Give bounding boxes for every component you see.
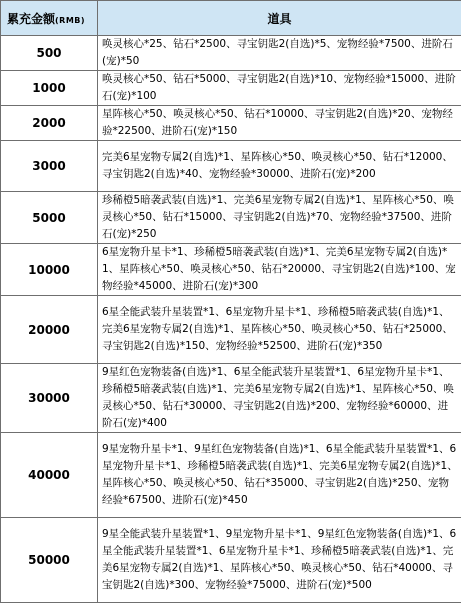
row-items: 唤灵核心*50、钻石*5000、寻宝钥匙2(自选)*10、宠物经验*15000、进阶石(宠)*100 — [98, 71, 461, 106]
table-row — [1, 244, 461, 296]
row-amount: 2000 — [1, 106, 98, 141]
table-row — [1, 364, 461, 433]
row-items: 6星宠物升星卡*1、珍稀橙5暗袭武装(自选)*1、完美6星宠物专属2(自选)*1、星阵核心*50、唤灵核心*50、钻石*20000、寻宝钥匙2(自选)*100、宠物经验*45000、进阶石(宠)*300 — [98, 244, 461, 296]
table-row — [1, 296, 461, 364]
table-row — [1, 71, 461, 106]
row-amount: 30000 — [1, 364, 98, 433]
header-amount-unit: (RMB) — [55, 16, 85, 25]
row-items: 6星全能武装升星装置*1、6星宠物升星卡*1、珍稀橙5暗袭武装(自选)*1、完美6星宠物专属2(自选)*1、星阵核心*50、唤灵核心*50、钻石*25000、寻宝钥匙2(自选)*150、宠物经验*52500、进阶石(宠)*350 — [98, 296, 461, 364]
table-row — [1, 433, 461, 518]
row-amount: 5000 — [1, 192, 98, 244]
table-row — [1, 106, 461, 141]
row-amount: 50000 — [1, 518, 98, 603]
header-amount-label: 累充金额 — [7, 12, 55, 26]
row-items: 9星宠物升星卡*1、9星红色宠物装备(自选)*1、6星全能武装升星装置*1、6星宠物升星卡*1、珍稀橙5暗袭武装(自选)*1、完美6星宠物专属2(自选)*1、星阵核心*50、唤灵核心*50、钻石*35000、寻宝钥匙2(自选)*250、宠物经验*67500、进阶石(宠)*450 — [98, 433, 461, 518]
table-header-row — [1, 1, 461, 36]
header-items: 道具 — [98, 1, 461, 36]
table-row — [1, 36, 461, 71]
row-amount: 1000 — [1, 71, 98, 106]
table-row — [1, 192, 461, 244]
row-amount: 40000 — [1, 433, 98, 518]
row-amount: 20000 — [1, 296, 98, 364]
row-items: 9星全能武装升星装置*1、9星宠物升星卡*1、9星红色宠物装备(自选)*1、6星全能武装升星装置*1、6星宠物升星卡*1、珍稀橙5暗袭武装(自选)*1、完美6星宠物专属2(自选)*1、星阵核心*50、唤灵核心*50、钻石*40000、寻宝钥匙2(自选)*300、宠物经验*75000、进阶石(宠)*500 — [98, 518, 461, 603]
row-items: 9星红色宠物装备(自选)*1、6星全能武装升星装置*1、6星宠物升星卡*1、珍稀橙5暗袭武装(自选)*1、完美6星宠物专属2(自选)*1、星阵核心*50、唤灵核心*50、钻石*30000、寻宝钥匙2(自选)*200、宠物经验*60000、进阶石(宠)*400 — [98, 364, 461, 433]
row-items: 完美6星宠物专属2(自选)*1、星阵核心*50、唤灵核心*50、钻石*12000、寻宝钥匙2(自选)*40、宠物经验*30000、进阶石(宠)*200 — [98, 141, 461, 192]
row-items: 星阵核心*50、唤灵核心*50、钻石*10000、寻宝钥匙2(自选)*20、宠物经验*22500、进阶石(宠)*150 — [98, 106, 461, 141]
row-items: 珍稀橙5暗袭武装(自选)*1、完美6星宠物专属2(自选)*1、星阵核心*50、唤灵核心*50、钻石*15000、寻宝钥匙2(自选)*70、宠物经验*37500、进阶石(宠)*250 — [98, 192, 461, 244]
table-row — [1, 518, 461, 603]
header-amount — [1, 1, 98, 36]
table-row — [1, 141, 461, 192]
row-amount: 10000 — [1, 244, 98, 296]
row-amount: 500 — [1, 36, 98, 71]
row-amount: 3000 — [1, 141, 98, 192]
row-items: 唤灵核心*25、钻石*2500、寻宝钥匙2(自选)*5、宠物经验*7500、进阶石(宠)*50 — [98, 36, 461, 71]
